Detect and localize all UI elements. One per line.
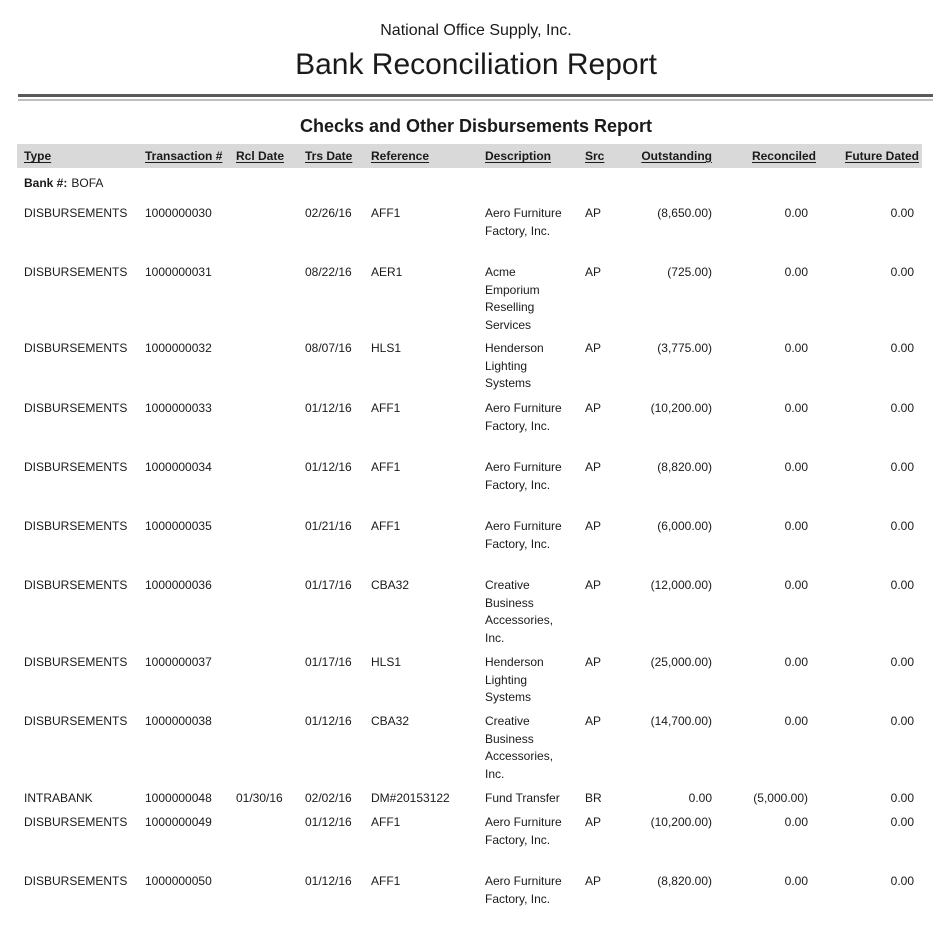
cell-rcl-date: 01/30/16 [236, 791, 283, 805]
cell-src: AP [585, 578, 602, 592]
column-header-future-dated: Future Dated [816, 144, 922, 168]
table-row [17, 335, 922, 395]
cell-src: AP [585, 401, 602, 415]
column-header-row [17, 144, 922, 168]
cell-transaction: 1000000036 [145, 578, 212, 592]
cell-transaction: 1000000038 [145, 714, 212, 728]
column-header-rcl-date: Rcl Date [236, 144, 305, 168]
cell-rcl-date [236, 513, 305, 572]
table-row [17, 809, 922, 868]
cell-outstanding: (12,000.00) [650, 578, 712, 592]
cell-future-dated: 0.00 [890, 341, 914, 355]
cell-transaction: 1000000049 [145, 815, 212, 829]
cell-outstanding: (25,000.00) [650, 655, 712, 669]
column-header-trs-date: Trs Date [305, 144, 371, 168]
cell-rcl-date [236, 708, 305, 785]
cell-reconciled: 0.00 [784, 655, 808, 669]
cell-outstanding: (725.00) [667, 265, 712, 279]
cell-description: Acme Emporium Reselling Services [485, 265, 540, 332]
cell-trs-date: 02/26/16 [305, 206, 352, 220]
cell-outstanding: (10,200.00) [650, 401, 712, 415]
cell-reconciled: (5,000.00) [753, 791, 808, 805]
cell-rcl-date [236, 809, 305, 868]
cell-rcl-date [236, 259, 305, 335]
table-row [17, 649, 922, 708]
table-row [17, 785, 922, 809]
cell-outstanding: (8,820.00) [657, 874, 712, 888]
cell-future-dated: 0.00 [890, 714, 914, 728]
cell-trs-date: 01/12/16 [305, 401, 352, 415]
title-divider [18, 94, 933, 101]
cell-src: AP [585, 519, 602, 533]
cell-reference: HLS1 [371, 341, 402, 355]
cell-trs-date: 01/17/16 [305, 578, 352, 592]
cell-reference: AFF1 [371, 519, 401, 533]
bank-group-row [17, 168, 922, 200]
cell-description: Creative Business Accessories, Inc. [485, 714, 554, 781]
bank-label: Bank #: [24, 176, 68, 190]
column-header-description: Description [485, 144, 582, 168]
cell-type: DISBURSEMENTS [24, 815, 128, 829]
cell-type: DISBURSEMENTS [24, 655, 128, 669]
table-row [17, 395, 922, 454]
cell-type: DISBURSEMENTS [24, 460, 128, 474]
cell-trs-date: 01/12/16 [305, 714, 352, 728]
bank-value: BOFA [71, 176, 104, 190]
section-title: Checks and Other Disbursements Report [299, 116, 653, 136]
table-row [17, 200, 922, 259]
cell-reference: HLS1 [371, 655, 402, 669]
cell-description: Creative Business Accessories, Inc. [485, 578, 554, 645]
cell-outstanding: (10,200.00) [650, 815, 712, 829]
cell-src: AP [585, 655, 602, 669]
cell-reconciled: 0.00 [784, 519, 808, 533]
cell-description: Aero Furniture Factory, Inc. [485, 460, 562, 492]
column-header-outstanding: Outstanding [618, 144, 714, 168]
column-header-type: Type [17, 144, 145, 168]
cell-rcl-date [236, 868, 305, 922]
cell-description: Aero Furniture Factory, Inc. [485, 874, 562, 906]
cell-description: Henderson Lighting Systems [485, 655, 544, 704]
cell-type: DISBURSEMENTS [24, 578, 128, 592]
cell-reconciled: 0.00 [784, 341, 808, 355]
table-row [17, 259, 922, 335]
cell-reconciled: 0.00 [784, 265, 808, 279]
cell-src: AP [585, 815, 602, 829]
cell-transaction: 1000000037 [145, 655, 212, 669]
cell-outstanding: 0.00 [688, 791, 712, 805]
cell-transaction: 1000000050 [145, 874, 212, 888]
cell-type: DISBURSEMENTS [24, 519, 128, 533]
cell-reconciled: 0.00 [784, 578, 808, 592]
cell-reference: CBA32 [371, 578, 410, 592]
cell-type: DISBURSEMENTS [24, 401, 128, 415]
cell-trs-date: 08/07/16 [305, 341, 352, 355]
column-header-reference: Reference [371, 144, 485, 168]
cell-future-dated: 0.00 [890, 206, 914, 220]
cell-transaction: 1000000030 [145, 206, 212, 220]
cell-trs-date: 01/12/16 [305, 874, 352, 888]
cell-type: DISBURSEMENTS [24, 265, 128, 279]
cell-src: AP [585, 874, 602, 888]
cell-description: Henderson Lighting Systems [485, 341, 544, 390]
cell-type: DISBURSEMENTS [24, 874, 128, 888]
cell-transaction: 1000000032 [145, 341, 212, 355]
cell-src: AP [585, 460, 602, 474]
cell-transaction: 1000000048 [145, 791, 212, 805]
cell-trs-date: 01/21/16 [305, 519, 352, 533]
cell-reconciled: 0.00 [784, 460, 808, 474]
cell-src: AP [585, 714, 602, 728]
cell-transaction: 1000000033 [145, 401, 212, 415]
cell-future-dated: 0.00 [890, 655, 914, 669]
cell-transaction: 1000000035 [145, 519, 212, 533]
column-header-src: Src [582, 144, 618, 168]
cell-rcl-date [236, 395, 305, 454]
table-row [17, 868, 922, 922]
bank-number [17, 168, 922, 200]
cell-rcl-date [236, 454, 305, 513]
cell-future-dated: 0.00 [890, 460, 914, 474]
report-title: Bank Reconciliation Report [295, 48, 657, 81]
cell-src: AP [585, 341, 602, 355]
cell-outstanding: (8,820.00) [657, 460, 712, 474]
cell-future-dated: 0.00 [890, 791, 914, 805]
cell-future-dated: 0.00 [890, 874, 914, 888]
cell-rcl-date [236, 649, 305, 708]
cell-type: DISBURSEMENTS [24, 714, 128, 728]
table-row [17, 454, 922, 513]
cell-reconciled: 0.00 [784, 874, 808, 888]
cell-reference: DM#20153122 [371, 791, 450, 805]
cell-type: DISBURSEMENTS [24, 206, 128, 220]
cell-reference: AFF1 [371, 401, 401, 415]
cell-trs-date: 01/12/16 [305, 460, 352, 474]
cell-src: AP [585, 265, 602, 279]
cell-src: BR [585, 791, 602, 805]
cell-reconciled: 0.00 [784, 815, 808, 829]
cell-future-dated: 0.00 [890, 815, 914, 829]
cell-description: Aero Furniture Factory, Inc. [485, 206, 562, 238]
cell-description: Aero Furniture Factory, Inc. [485, 401, 562, 433]
cell-reference: AFF1 [371, 874, 401, 888]
cell-rcl-date [236, 200, 305, 259]
cell-reference: AFF1 [371, 206, 401, 220]
cell-description: Aero Furniture Factory, Inc. [485, 519, 562, 551]
cell-src: AP [585, 206, 602, 220]
cell-description: Fund Transfer [485, 791, 560, 805]
cell-transaction: 1000000031 [145, 265, 212, 279]
cell-future-dated: 0.00 [890, 265, 914, 279]
table-row [17, 513, 922, 572]
cell-type: INTRABANK [24, 791, 93, 805]
cell-reference: AFF1 [371, 460, 401, 474]
cell-outstanding: (14,700.00) [650, 714, 712, 728]
cell-reconciled: 0.00 [784, 401, 808, 415]
cell-reference: AFF1 [371, 815, 401, 829]
cell-future-dated: 0.00 [890, 578, 914, 592]
cell-trs-date: 02/02/16 [305, 791, 352, 805]
cell-future-dated: 0.00 [890, 519, 914, 533]
column-header-transaction: Transaction # [145, 144, 236, 168]
cell-trs-date: 08/22/16 [305, 265, 352, 279]
cell-reference: CBA32 [371, 714, 410, 728]
cell-trs-date: 01/12/16 [305, 815, 352, 829]
cell-reconciled: 0.00 [784, 206, 808, 220]
cell-rcl-date [236, 572, 305, 649]
cell-rcl-date [236, 335, 305, 395]
cell-outstanding: (3,775.00) [657, 341, 712, 355]
cell-transaction: 1000000034 [145, 460, 212, 474]
cell-description: Aero Furniture Factory, Inc. [485, 815, 562, 847]
cell-outstanding: (6,000.00) [657, 519, 712, 533]
cell-outstanding: (8,650.00) [657, 206, 712, 220]
disbursements-table [17, 144, 922, 922]
cell-trs-date: 01/17/16 [305, 655, 352, 669]
cell-reconciled: 0.00 [784, 714, 808, 728]
table-row [17, 708, 922, 785]
table-row [17, 572, 922, 649]
cell-type: DISBURSEMENTS [24, 341, 128, 355]
cell-future-dated: 0.00 [890, 401, 914, 415]
company-name: National Office Supply, Inc. [380, 22, 572, 39]
cell-reference: AER1 [371, 265, 403, 279]
column-header-reconciled: Reconciled [714, 144, 816, 168]
